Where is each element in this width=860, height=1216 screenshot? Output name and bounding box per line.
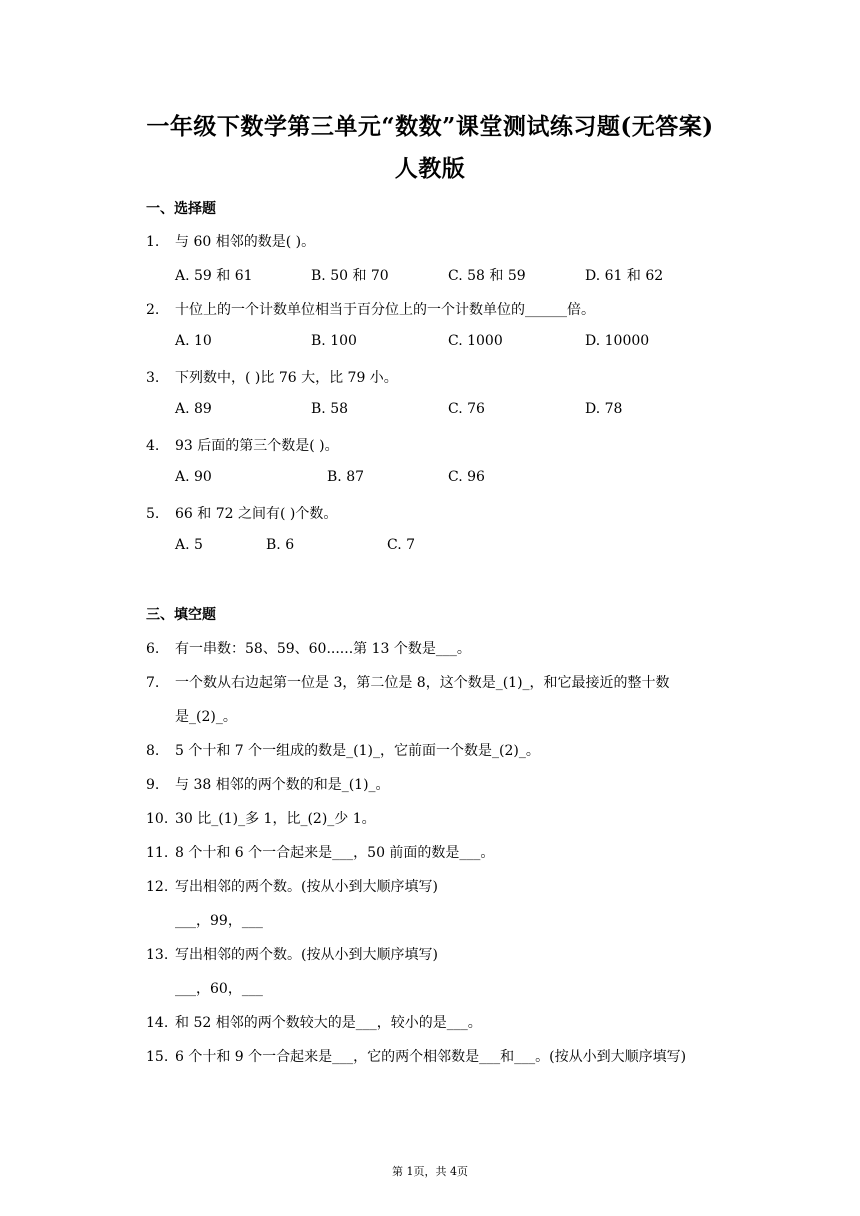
question-text: 与 38 相邻的两个数的和是_(1)_。 (175, 777, 390, 793)
option-c: C. 58 和 59 (448, 268, 526, 284)
question-text-continued: ___，99，___ (175, 913, 263, 929)
page-subtitle: 人教版 (394, 155, 466, 182)
question-number: 7. (146, 675, 160, 691)
question-number: 1. (146, 234, 160, 250)
question-text: 一个数从右边起第一位是 3，第二位是 8，这个数是_(1)_，和它最接近的整十数 (175, 675, 670, 691)
option-d: D. 10000 (585, 333, 650, 349)
question-1 (146, 231, 315, 251)
option-a: A. 89 (175, 401, 212, 417)
question-6 (146, 638, 471, 658)
question-10 (146, 808, 376, 828)
option-d: D. 78 (585, 401, 623, 417)
question-number: 4. (146, 438, 160, 454)
option-c: C. 1000 (448, 333, 503, 349)
question-text: 与 60 相邻的数是( )。 (175, 234, 316, 250)
question-4 (146, 435, 339, 455)
question-text: 写出相邻的两个数。(按从小到大顺序填写) (175, 947, 438, 963)
question-number: 14. (146, 1015, 169, 1031)
option-b: B. 58 (311, 401, 349, 417)
question-number: 6. (146, 641, 160, 657)
option-b: B. 87 (327, 469, 365, 485)
question-number: 15. (146, 1049, 169, 1065)
question-text: 有一串数：58、59、60......第 13 个数是___。 (175, 641, 471, 657)
question-number: 10. (146, 811, 169, 827)
option-d: D. 61 和 62 (585, 268, 664, 284)
question-text: 6 个十和 9 个一合起来是___，它的两个相邻数是___和___。(按从小到大顺序填写) (175, 1049, 687, 1065)
question-12 (146, 876, 438, 896)
option-c: C. 7 (387, 537, 416, 553)
option-b: B. 6 (266, 537, 295, 553)
question-11 (146, 842, 494, 862)
question-number: 9. (146, 777, 160, 793)
option-c: C. 96 (448, 469, 485, 485)
page-footer: 第 1页，共 4页 (392, 1165, 468, 1178)
page-title: 一年级下数学第三单元“数数”课堂测试练习题(无答案) (146, 113, 714, 140)
question-text: 写出相邻的两个数。(按从小到大顺序填写) (175, 879, 438, 895)
question-text: 下列数中，( )比 76 大，比 79 小。 (175, 370, 398, 386)
question-3 (146, 367, 398, 387)
question-number: 12. (146, 879, 169, 895)
option-b: B. 100 (311, 333, 357, 349)
question-14 (146, 1012, 482, 1032)
question-text: 和 52 相邻的两个数较大的是___，较小的是___。 (175, 1015, 482, 1031)
option-a: A. 5 (175, 537, 203, 553)
question-text: 66 和 72 之间有( )个数。 (175, 506, 338, 522)
question-2 (146, 299, 595, 319)
question-number: 5. (146, 506, 160, 522)
question-number: 3. (146, 370, 160, 386)
option-a: A. 59 和 61 (175, 268, 253, 284)
section-heading-fill: 三、填空题 (146, 607, 216, 623)
question-15 (146, 1046, 686, 1066)
question-9 (146, 774, 390, 794)
question-text: 93 后面的第三个数是( )。 (175, 438, 339, 454)
question-text: 十位上的一个计数单位相当于百分位上的一个计数单位的______倍。 (175, 302, 595, 318)
question-7 (146, 672, 670, 692)
section-heading-choice: 一、选择题 (146, 201, 216, 217)
question-text: 30 比_(1)_多 1，比_(2)_少 1。 (175, 811, 376, 827)
question-number: 8. (146, 743, 160, 759)
option-a: A. 10 (175, 333, 212, 349)
question-text-continued: ___，60，___ (175, 981, 263, 997)
question-5 (146, 503, 337, 523)
question-number: 2. (146, 302, 160, 318)
question-number: 13. (146, 947, 169, 963)
question-13 (146, 944, 438, 964)
question-text: 5 个十和 7 个一组成的数是_(1)_，它前面一个数是_(2)_。 (175, 743, 540, 759)
question-number: 11. (146, 845, 169, 861)
option-c: C. 76 (448, 401, 485, 417)
option-a: A. 90 (175, 469, 212, 485)
option-b: B. 50 和 70 (311, 268, 389, 284)
question-text-continued: 是_(2)_。 (175, 709, 237, 725)
question-8 (146, 740, 540, 760)
question-text: 8 个十和 6 个一合起来是___，50 前面的数是___。 (175, 845, 495, 861)
